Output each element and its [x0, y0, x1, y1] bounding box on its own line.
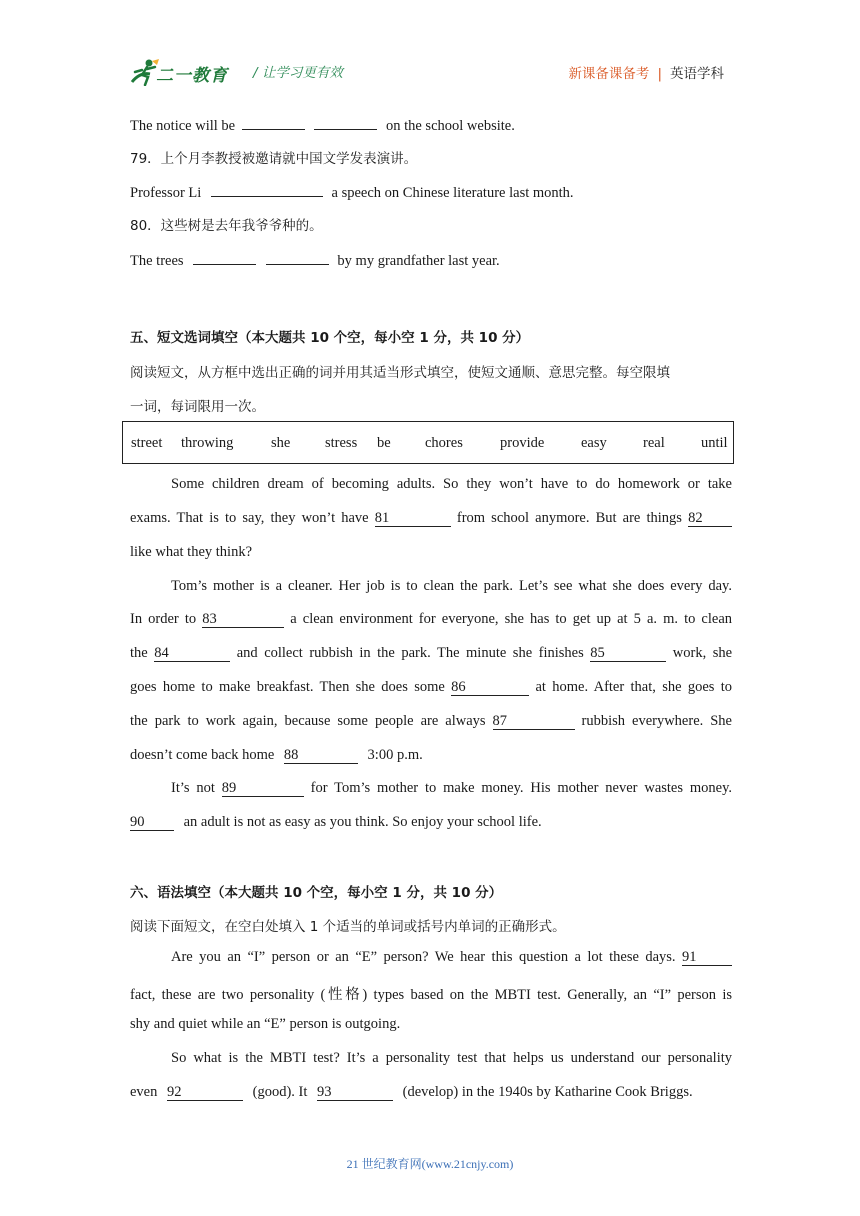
q79-answer-line	[130, 181, 574, 202]
passage-text: from school anymore. But are things	[456, 510, 682, 526]
section-5-instruction-1: 阅读短文，从方框中选出正确的词并用其适当形式填空，使短文通顺、意思完整。每空限填	[130, 365, 670, 381]
passage-text: It’s not	[171, 780, 215, 796]
q80-blank-1[interactable]	[193, 249, 256, 265]
section-6-instruction: 阅读下面短文，在空白处填入 1 个适当的单词或括号内单词的正确形式。	[130, 919, 566, 935]
passage-line	[130, 611, 732, 628]
blank-83[interactable]: 83	[202, 612, 284, 628]
blank-82[interactable]: 82	[688, 511, 732, 527]
passage-line	[130, 713, 732, 730]
passage-line: So what is the MBTI test? It’s a personality test that helps us understand our personality	[171, 1050, 732, 1066]
passage-text: work, she	[672, 645, 733, 661]
passage-text: an adult is not as easy as you think. So enjoy your school life.	[183, 814, 542, 830]
passage-text: exams. That is to say, they won’t have	[130, 510, 369, 526]
q80-text-post: by my grandfather last year.	[337, 253, 500, 269]
q78-answer-line	[130, 114, 515, 135]
passage-text: Are you an “I” person or an “E” person? We hear this question a lot these days.	[171, 949, 676, 965]
header-tag-prep: 新课备课备考	[568, 66, 650, 82]
q80-text-pre: The trees	[130, 253, 184, 269]
slogan: / 让学习更有效	[253, 65, 343, 81]
passage-line	[130, 645, 732, 662]
section-6-title: 六、语法填空（本大题共 10 个空，每小空 1 分，共 10 分）	[130, 885, 503, 901]
passage-text: goes home to make breakfast. Then she does some	[130, 679, 445, 695]
q79-text-pre: Professor Li	[130, 185, 202, 201]
passage-line	[130, 747, 732, 764]
passage-text: at home. After that, she goes to	[535, 679, 733, 695]
word-bank-item: be	[377, 435, 391, 451]
q78-text-post: on the school website.	[385, 118, 515, 134]
passage-line	[130, 780, 732, 797]
passage-line: Some children dream of becoming adults. So they won’t have to do homework or take	[171, 476, 732, 492]
q79-text-post: a speech on Chinese literature last month.	[331, 185, 574, 201]
blank-81[interactable]: 81	[375, 511, 451, 527]
blank-88[interactable]: 88	[284, 748, 358, 764]
passage-text: the park to work again, because some people are always	[130, 713, 486, 729]
passage-line: like what they think?	[130, 544, 253, 560]
passage-text: for Tom’s mother to make money. His mother never wastes money.	[310, 780, 733, 796]
q78-blank-1[interactable]	[242, 114, 305, 130]
passage-text: rubbish everywhere. She	[581, 713, 732, 729]
blank-90[interactable]: 90	[130, 815, 174, 831]
q78-blank-2[interactable]	[314, 114, 377, 130]
blank-85[interactable]: 85	[590, 646, 666, 662]
q80-answer-line	[130, 249, 500, 270]
blank-89[interactable]: 89	[222, 781, 304, 797]
passage-text: doesn’t come back home	[130, 747, 275, 763]
header-subject: 英语学科	[670, 66, 724, 82]
q78-text-pre: The notice will be	[130, 118, 236, 134]
q79-question: 79．上个月李教授被邀请就中国文学发表演讲。	[130, 151, 418, 167]
word-bank-item: real	[643, 435, 665, 451]
word-bank-item: chores	[425, 435, 463, 451]
blank-93[interactable]: 93	[317, 1085, 393, 1101]
passage-text: (good). It	[252, 1084, 308, 1100]
passage-line: shy and quiet while an “E” person is outgoing.	[130, 1016, 401, 1032]
passage-line	[130, 814, 732, 831]
section-5-title: 五、短文选词填空（本大题共 10 个空，每小空 1 分，共 10 分）	[130, 330, 530, 346]
header-right	[568, 62, 724, 82]
logo-text: 二一教育	[156, 66, 228, 86]
q80-blank-2[interactable]	[266, 249, 329, 265]
passage-text: the	[130, 645, 148, 661]
passage-text: even	[130, 1084, 158, 1100]
passage-text: (develop) in the 1940s by Katharine Cook Briggs.	[402, 1084, 693, 1100]
blank-87[interactable]: 87	[493, 714, 575, 730]
passage-text: and collect rubbish in the park. The minute she finishes	[236, 645, 584, 661]
passage-line: Tom’s mother is a cleaner. Her job is to clean the park. Let’s see what she does every day.	[171, 578, 732, 594]
section-5-instruction-2: 一词，每词限用一次。	[130, 399, 265, 415]
logo	[130, 58, 242, 86]
page-footer[interactable]: 21 世纪教育网(www.21cnjy.com)	[346, 1157, 514, 1171]
passage-text: a clean environment for everyone, she has to get up at 5 a. m. to clean	[290, 611, 733, 627]
q79-blank[interactable]	[211, 181, 323, 197]
word-bank-item: throwing	[181, 435, 234, 451]
word-bank-box	[122, 421, 734, 464]
page-header	[130, 52, 732, 92]
word-bank-item: provide	[500, 435, 545, 451]
passage-line	[130, 510, 732, 527]
passage-text: In order to	[130, 611, 197, 627]
blank-86[interactable]: 86	[451, 680, 529, 696]
passage-text: 3:00 p.m.	[367, 747, 423, 763]
word-bank-item: stress	[325, 435, 358, 451]
passage-line	[130, 1084, 732, 1101]
blank-84[interactable]: 84	[154, 646, 230, 662]
word-bank-item: street	[131, 435, 163, 451]
word-bank-item: easy	[581, 435, 607, 451]
passage-line	[130, 949, 732, 966]
blank-91[interactable]: 91	[682, 950, 732, 966]
word-bank-item: she	[271, 435, 291, 451]
word-bank-item: until	[701, 435, 728, 451]
blank-92[interactable]: 92	[167, 1085, 243, 1101]
passage-line: fact, these are two personality (性格) types based on the MBTI test. Generally, an “I” person is	[130, 987, 732, 1003]
header-separator: |	[657, 66, 662, 82]
q80-question: 80．这些树是去年我爷爷种的。	[130, 218, 323, 234]
passage-line	[130, 679, 732, 696]
